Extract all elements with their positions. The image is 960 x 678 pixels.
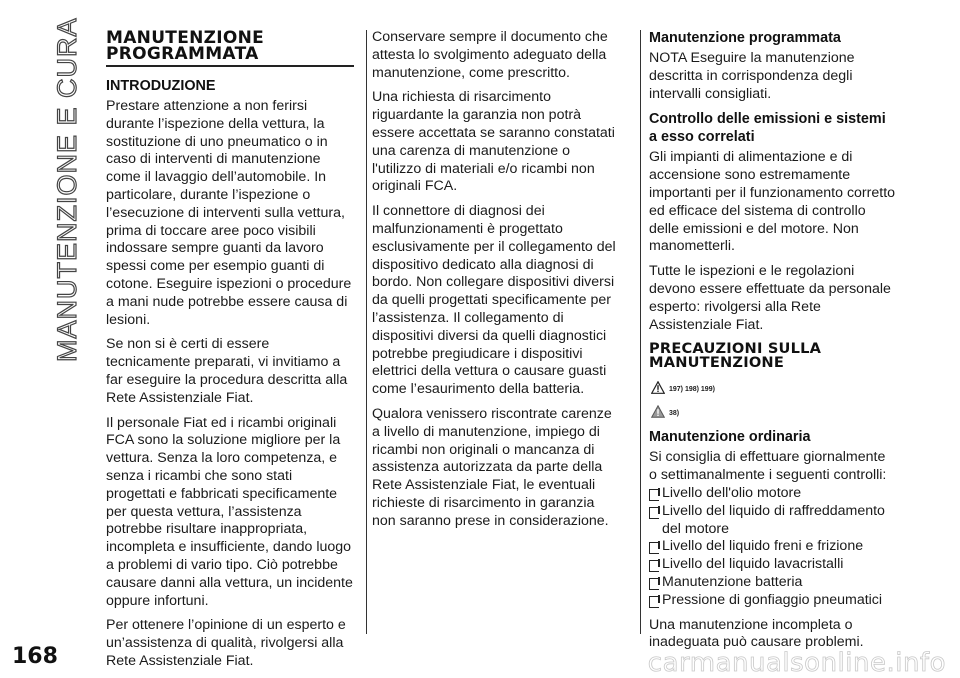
checkbox-icon	[649, 578, 659, 590]
checks-list	[649, 485, 897, 610]
page-number: 168	[12, 644, 58, 669]
paragraph: Prestare attenzione a non ferirsi durante l’ispezione della vettura, la sostituzione di uno pneumatico o in caso di interventi di manutenzione come il lavaggio dell’automobile. In particolare, durante l’ispezione o l’esecuzione di interventi sulla vettura, prima di toccare aree poco visibili indossare sempre guanti da lavoro spessi come per esempio guanti di cotone. Eseguire ispezioni o procedure a mani nude potrebbe essere causa di lesioni.	[106, 98, 352, 328]
paragraph: Una richiesta di risarcimento riguardante la garanzia non potrà essere accettata se saranno constatati una carenza di manutenzione o l'utilizzo di materiali e/o ricambi non originali FCA.	[372, 89, 615, 195]
paragraph: Una manutenzione incompleta o inadeguata può causare problemi.	[649, 616, 864, 651]
warning-reference	[651, 376, 897, 398]
list-item: Livello del liquido lavacristalli	[649, 556, 897, 574]
paragraph: Il connettore di diagnosi dei malfunzionamenti è progettato esclusivamente per il collegamento del dispositivo dedicato alla diagnosi di bordo. Non collegare dispositivi diversi da quelli progettati specificamente per l’assistenza. Il collegamento di dispositivi diversi da quelli diagnostici potrebbe pregiudicare i dispositivi elettrici della vettura o causare guasti come l’esaurimento della batteria.	[372, 203, 616, 398]
intro-heading: INTRODUZIONE	[106, 78, 216, 94]
caution-refs: 38)	[669, 410, 680, 418]
paragraph: Se non si è certi di essere tecnicamente preparati, vi invitiamo a far eseguire la procedura descritta alla Rete Assistenziale Fiat.	[106, 336, 348, 406]
paragraph: Tutte le ispezioni e le regolazioni devono essere effettuate da personale esperto: rivolgersi alla Rete Assistenziale Fiat.	[649, 263, 891, 333]
paragraph: Qualora venissero riscontrate carenze a livello di manutenzione, impiego di ricambi non originali o mancanza di assistenza autorizzata da parte della Rete Assistenziale Fiat, le eventuali richieste di risarcimento in garanzia non saranno prese in considerazione.	[372, 405, 612, 529]
emissions-heading: Controllo delle emissioni e sistemi a esso correlati	[649, 111, 886, 146]
precautions-title: PRECAUZIONI SULLA MANUTENZIONE	[649, 340, 822, 372]
watermark: carmanualsonline.info	[647, 648, 946, 678]
checkbox-icon	[649, 489, 659, 501]
column-3	[649, 29, 897, 659]
list-item: Livello dell'olio motore	[649, 485, 897, 503]
section-tab: MANUTENZIONE E CURA	[52, 17, 82, 362]
column-divider	[640, 30, 641, 634]
title-rule	[106, 65, 354, 67]
list-item: Livello del liquido di raffreddamento del motore	[649, 503, 897, 539]
column-divider	[366, 30, 367, 634]
ordinary-maintenance-heading: Manutenzione ordinaria	[649, 429, 811, 446]
scheduled-maintenance-heading: Manutenzione programmata	[649, 30, 841, 46]
list-item: Livello del liquido freni e frizione	[649, 538, 897, 556]
warning-triangle-icon	[651, 381, 665, 394]
section-title: MANUTENZIONE PROGRAMMATA	[106, 28, 265, 64]
column-2	[372, 29, 620, 538]
caution-triangle-icon	[651, 405, 665, 418]
checkbox-icon	[649, 542, 659, 554]
list-item: Manutenzione batteria	[649, 574, 897, 592]
note-paragraph: NOTA Eseguire la manutenzione descritta in corrispondenza degli intervalli consigliati.	[649, 50, 855, 102]
checkbox-icon	[649, 560, 659, 572]
checkbox-icon	[649, 596, 659, 608]
list-item: Pressione di gonfiaggio pneumatici	[649, 592, 897, 610]
checkbox-icon	[649, 507, 659, 519]
warning-refs: 197) 198) 199)	[669, 386, 715, 394]
paragraph: Gli impianti di alimentazione e di accensione sono estremamente importanti per il funzionamento corretto ed efficace del sistema di controllo delle emissioni e del motore. Non manometterli.	[649, 149, 896, 255]
paragraph: Per ottenere l’opinione di un esperto e un’assistenza di qualità, rivolgersi alla Rete Assistenziale Fiat.	[106, 617, 346, 669]
paragraph: Si consiglia di effettuare giornalmente o settimanalmente i seguenti controlli:	[649, 449, 887, 484]
paragraph: Il personale Fiat ed i ricambi originali FCA sono la soluzione migliore per la vettura. Senza la loro competenza, e senza i ricambi che sono stati progettati e fabbricati specificamente per questa vettura, l’assistenza potrebbe risultare inappropriata, incompleta e insufficiente, dando luogo a problemi di vario tipo. Ciò potrebbe causare danni alla vettura, un incidente oppure infortuni.	[106, 414, 353, 609]
caution-reference	[651, 400, 897, 422]
paragraph: Conservare sempre il documento che attesta lo svolgimento adeguato della manutenzione, come prescritto.	[372, 29, 608, 81]
column-1	[106, 30, 354, 678]
